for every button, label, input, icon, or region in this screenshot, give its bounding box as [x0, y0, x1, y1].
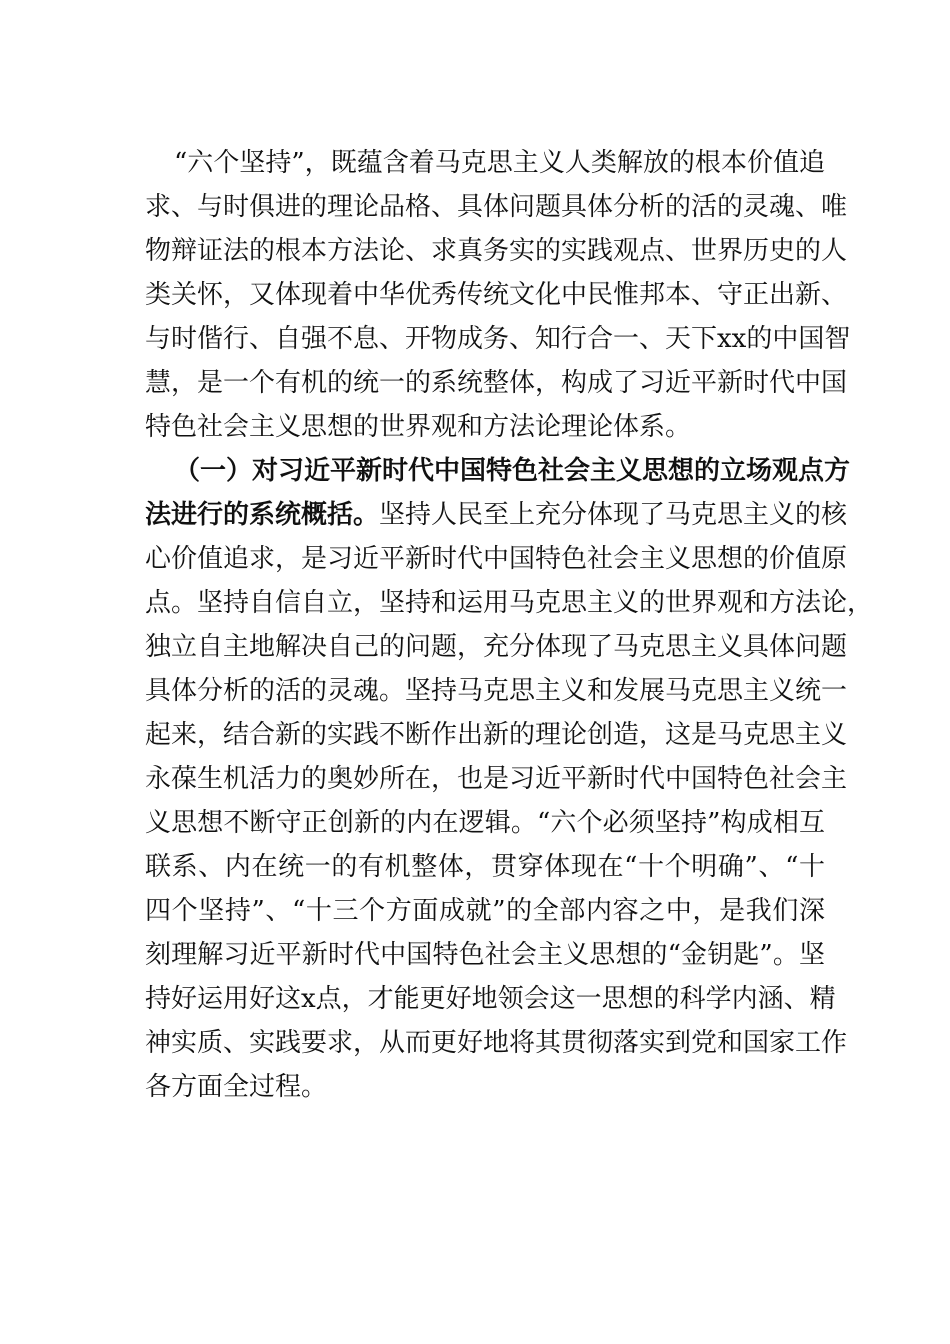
paragraph-2-line-9: 义思想不断守正创新的内在逻辑。“六个必须坚持”构成相互	[145, 808, 825, 838]
paragraph-2-line-7: 起来，结合新的实践不断作出新的理论创造，这是马克思主义	[145, 720, 848, 750]
paragraph-2-line-3: 心价值追求，是习近平新时代中国特色社会主义思想的价值原	[145, 544, 848, 574]
paragraph-2-line-13: 持好运用好这x点，才能更好地领会这一思想的科学内涵、精	[145, 984, 836, 1014]
paragraph-2-line-2	[145, 493, 848, 537]
paragraph-2-line-6: 具体分析的活的灵魂。坚持马克思主义和发展马克思主义统一	[145, 676, 848, 706]
paragraph-1-line-6: 慧，是一个有机的统一的系统整体，构成了习近平新时代中国	[145, 368, 848, 398]
paragraph-2-line-10: 联系、内在统一的有机整体，贯穿体现在“十个明确”、“十	[145, 852, 825, 882]
paragraph-2-line-8: 永葆生机活力的奥妙所在，也是习近平新时代中国特色社会主	[145, 764, 848, 794]
paragraph-2-line-14: 神实质、实践要求，从而更好地将其贯彻落实到党和国家工作	[145, 1028, 848, 1058]
paragraph-2-line-11: 四个坚持”、“十三个方面成就”的全部内容之中，是我们深	[145, 896, 825, 926]
paragraph-2-line-2-rest: 坚持人民至上充分体现了马克思主义的核	[379, 500, 848, 530]
paragraph-1-line-2: 求、与时俱进的理论品格、具体问题具体分析的活的灵魂、唯	[145, 192, 848, 222]
paragraph-2-line-15: 各方面全过程。	[145, 1072, 328, 1102]
section-heading-line-2: 法进行的系统概括。	[145, 500, 380, 530]
paragraph-1-line-3: 物辩证法的根本方法论、求真务实的实践观点、世界历史的人	[145, 236, 848, 266]
paragraph-1-line-5: 与时偕行、自强不息、开物成务、知行合一、天下xx的中国智	[145, 324, 851, 354]
paragraph-1-line-4: 类关怀，又体现着中华优秀传统文化中民惟邦本、守正出新、	[145, 280, 848, 310]
paragraph-1-line-7: 特色社会主义思想的世界观和方法论理论体系。	[145, 412, 692, 442]
paragraph-2-line-5: 独立自主地解决自己的问题，充分体现了马克思主义具体问题	[145, 632, 848, 662]
section-heading-line-1: （一）对习近平新时代中国特色社会主义思想的立场观点方	[174, 456, 851, 486]
paragraph-2-line-12: 刻理解习近平新时代中国特色社会主义思想的“金钥匙”。坚	[145, 940, 825, 970]
paragraph-2-line-4: 点。坚持自信自立，坚持和运用马克思主义的世界观和方法论，	[145, 588, 874, 618]
paragraph-1-line-1: “六个坚持”，既蕴含着马克思主义人类解放的根本价值追	[174, 148, 825, 178]
